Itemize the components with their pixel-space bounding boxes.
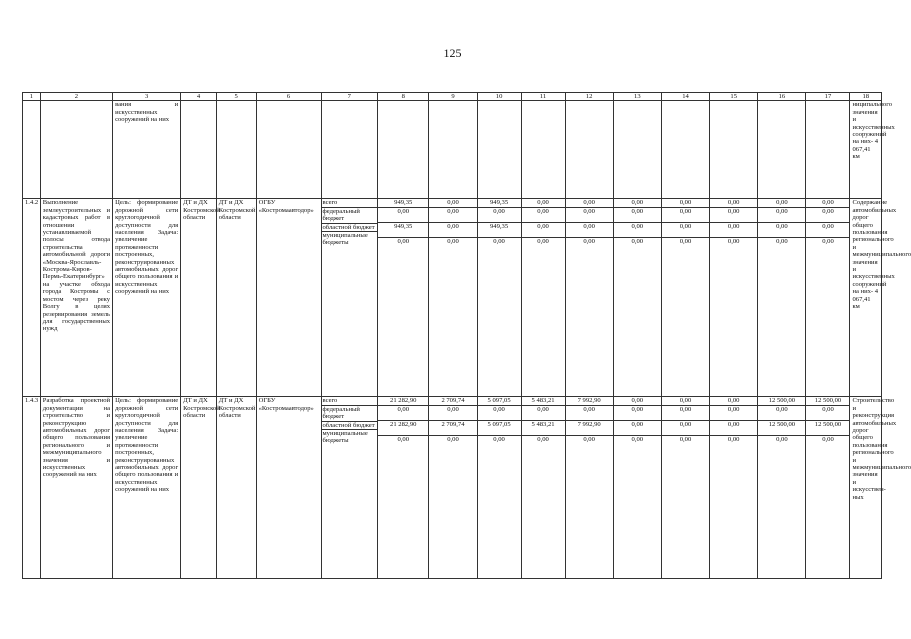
organization: ОГБУ «Костромаавтодор» xyxy=(256,199,321,397)
value-cell: 0,00 xyxy=(758,405,805,420)
value-cell: 0,00 xyxy=(662,397,709,405)
header-cell: 14 xyxy=(661,93,709,101)
source-label: всего xyxy=(322,199,378,207)
value-cell: 0,00 xyxy=(378,405,428,420)
value-cell: 0,00 xyxy=(447,435,459,443)
value-cell: 0,00 xyxy=(710,405,757,420)
header-cell: 11 xyxy=(521,93,565,101)
value-cell: 0,00 xyxy=(429,207,476,222)
value-cell: 0,00 xyxy=(758,207,805,222)
value-cell: 0,00 xyxy=(478,207,521,222)
header-cell: 2 xyxy=(40,93,112,101)
value-cell: 0,00 xyxy=(776,435,788,443)
value-cell: 5 483,21 xyxy=(522,397,565,405)
continuation-goal: вания и искусственных сооружений на них xyxy=(113,101,181,199)
value-cell: 7 992,90 xyxy=(566,420,613,435)
value-cell: 12 500,00 xyxy=(758,420,805,435)
source-label: федеральный бюджет xyxy=(322,405,378,421)
value-cell: 0,00 xyxy=(429,405,476,420)
source-label: всего xyxy=(322,397,378,405)
row-number: 1.4.3 xyxy=(23,397,41,579)
value-cell: 0,00 xyxy=(537,237,549,245)
header-cell: 15 xyxy=(710,93,758,101)
co-executor: ДТ и ДХ Костромской области xyxy=(216,397,256,579)
value-cell: 0,00 xyxy=(614,207,661,222)
executor: ДТ и ДХ Костромской области xyxy=(181,397,217,579)
value-cell: 0,00 xyxy=(614,222,661,237)
value-cell: 0,00 xyxy=(806,207,849,222)
organization: ОГБУ «Костромаавтодор» xyxy=(256,397,321,579)
executor: ДТ и ДХ Костромской области xyxy=(181,199,217,397)
value-cell: 949,35 xyxy=(378,199,428,207)
co-executor: ДТ и ДХ Костромской области xyxy=(216,199,256,397)
value-cell: 0,00 xyxy=(566,222,613,237)
value-cell: 949,35 xyxy=(378,222,428,237)
value-cell: 0,00 xyxy=(566,405,613,420)
value-cell: 0,00 xyxy=(583,237,595,245)
value-cell: 0,00 xyxy=(583,435,595,443)
value-cell: 0,00 xyxy=(614,199,661,207)
value-cell: 0,00 xyxy=(806,222,849,237)
value-cell: 0,00 xyxy=(378,207,428,222)
value-cell: 12 500,00 xyxy=(758,397,805,405)
value-cell: 0,00 xyxy=(614,405,661,420)
value-cell: 0,00 xyxy=(758,199,805,207)
measure-name: Выполнение землеустроительных и кадастровых работ в отношении устанавливаемой полосы отвода строительства автомобильной дороги «Москва-Ярославль-Кострома-Киров-Пермь-Екатеринбург» на участке обхода города Костромы с мостом через реку Волгу в целях резервирования земель для государственных нужд xyxy=(40,199,112,397)
value-cell: 0,00 xyxy=(776,237,788,245)
source-label: областной бюджет xyxy=(322,223,378,231)
value-cell: 2 709,74 xyxy=(429,397,476,405)
value-cell: 0,00 xyxy=(522,207,565,222)
value-cell: 0,00 xyxy=(478,405,521,420)
value-cell: 0,00 xyxy=(710,207,757,222)
continuation-result: ниципального значения и искусственных сооружений на них- 4 067,41 км xyxy=(850,101,882,199)
value-cell: 949,35 xyxy=(478,199,521,207)
expected-result: Строительство и реконструкция автомобильных дорог общего пользования регионального и межмуниципального значения и искусствен-ных xyxy=(850,397,882,579)
header-cell: 1 xyxy=(23,93,41,101)
expected-result: Содержание автомобильных дорог общего пользования регионального и межмуниципального значения и искусственных сооружений на них- 4 067,41 км xyxy=(850,199,882,397)
header-row xyxy=(23,93,882,101)
value-cell: 21 282,90 xyxy=(378,397,428,405)
header-cell: 16 xyxy=(758,93,806,101)
value-cell: 0,00 xyxy=(822,237,834,245)
header-cell: 3 xyxy=(113,93,181,101)
header-cell: 4 xyxy=(181,93,217,101)
value-cell: 2 709,74 xyxy=(429,420,476,435)
value-cell: 0,00 xyxy=(522,222,565,237)
source-label: областной бюджет xyxy=(322,421,378,429)
table-row xyxy=(23,199,882,397)
value-cell: 0,00 xyxy=(710,199,757,207)
value-cell: 5 483,21 xyxy=(522,420,565,435)
value-cell: 0,00 xyxy=(447,237,459,245)
source-label: муниципальные бюджеты xyxy=(322,430,368,445)
header-cell: 8 xyxy=(378,93,429,101)
measure-goal: Цель: формирование дорожной сети круглогодичной доступности для населения Задача: увеличение протяженности построенных, реконструированных автомобильных дорог общего пользования и искусственных сооружений на них xyxy=(113,199,181,397)
header-cell: 10 xyxy=(477,93,521,101)
value-cell: 0,00 xyxy=(662,199,709,207)
page-number: 125 xyxy=(443,46,462,60)
row-number: 1.4.2 xyxy=(23,199,41,397)
value-cell: 0,00 xyxy=(727,237,740,245)
value-cell: 5 097,05 xyxy=(478,397,521,405)
value-cell: 0,00 xyxy=(614,397,661,405)
table-row xyxy=(23,397,882,579)
value-cell: 0,00 xyxy=(631,237,644,245)
value-cell: 0,00 xyxy=(493,435,505,443)
value-cell: 0,00 xyxy=(710,222,757,237)
value-cell: 0,00 xyxy=(566,199,613,207)
value-cell: 0,00 xyxy=(429,199,476,207)
value-cell: 949,35 xyxy=(478,222,521,237)
value-cell: 0,00 xyxy=(806,405,849,420)
value-cell: 0,00 xyxy=(662,405,709,420)
value-cell: 0,00 xyxy=(662,222,709,237)
funding-sources xyxy=(322,199,378,246)
value-cell: 12 500,00 xyxy=(806,397,849,405)
value-cell: 12 500,00 xyxy=(806,420,849,435)
value-cell: 0,00 xyxy=(522,405,565,420)
source-label: муниципальные бюджеты xyxy=(322,232,368,247)
header-cell: 6 xyxy=(256,93,321,101)
header-cell: 7 xyxy=(321,93,378,101)
measure-goal: Цель: формирование дорожной сети круглогодичной доступности для населения Задача: увеличение протяженности построенных, реконструированных автомобильных дорог общего пользования и искусственных сооружений на них xyxy=(113,397,181,579)
header-cell: 12 xyxy=(565,93,613,101)
program-table xyxy=(22,92,911,579)
value-cell: 0,00 xyxy=(710,397,757,405)
value-cell: 0,00 xyxy=(662,420,709,435)
value-cell: 0,00 xyxy=(806,199,849,207)
value-cell: 0,00 xyxy=(727,435,740,443)
value-cell: 0,00 xyxy=(679,435,692,443)
value-cell: 0,00 xyxy=(822,435,834,443)
value-cell: 0,00 xyxy=(631,435,644,443)
funding-sources xyxy=(322,397,378,444)
value-cell: 0,00 xyxy=(397,237,409,245)
value-cell: 0,00 xyxy=(679,237,692,245)
value-cell: 21 282,90 xyxy=(378,420,428,435)
value-cell: 0,00 xyxy=(710,420,757,435)
value-cell: 5 097,05 xyxy=(478,420,521,435)
value-cell: 0,00 xyxy=(537,435,549,443)
value-cell: 0,00 xyxy=(429,222,476,237)
value-cell: 0,00 xyxy=(397,435,409,443)
value-cell: 0,00 xyxy=(614,420,661,435)
header-cell: 9 xyxy=(429,93,477,101)
header-cell: 17 xyxy=(806,93,850,101)
value-cell: 0,00 xyxy=(758,222,805,237)
value-cell: 7 992,90 xyxy=(566,397,613,405)
source-label: федеральный бюджет xyxy=(322,207,378,223)
value-cell: 0,00 xyxy=(522,199,565,207)
value-cell: 0,00 xyxy=(662,207,709,222)
header-cell: 5 xyxy=(216,93,256,101)
header-cell: 18 xyxy=(850,93,882,101)
value-cell: 0,00 xyxy=(566,207,613,222)
value-cell: 0,00 xyxy=(493,237,505,245)
measure-name: Разработка проектной документации на строительство и реконструкцию автомобильных дорог общего пользования регионального и межмуниципального значения и искусственных сооружений на них xyxy=(40,397,112,579)
continuation-row xyxy=(23,101,882,199)
header-cell: 13 xyxy=(613,93,661,101)
